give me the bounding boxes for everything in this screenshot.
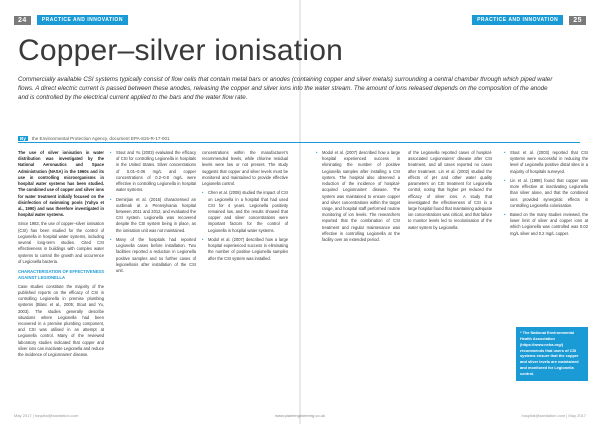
body-paragraph: Case studies constitute the majority of the published reports on the efficacy of CSI in controlling Legionella in premise plumbing systems (Blanc et al., 2005; Stout and Yu, 2003). The studies generally describe situations where Legionella had been recovered in a premise plumbing component, and CSI was utilised in an attempt at Legionella control. Many of the reviewed laboratory studies indicated that copper and silver ions can inactivate Legionella and reduce the incidence of Legionnaires' disease. xyxy=(18,283,104,358)
left-page-header xyxy=(14,14,128,26)
right-page-header xyxy=(472,14,586,26)
bullet-item: • Chen et al. (2008) studied the impact of CSI on Legionella in a hospital that had used CSI for 4 years. Legionella positivity remained low, and the results showed that copper and silver concentrations were important factors for the control of Legionella in hospital water systems. xyxy=(202,190,288,234)
bullet-item: • Modol et al. (2007) described how a large hospital experienced success in eliminating the number of positive Legionella samples after the CSI system was installed. xyxy=(202,237,288,262)
left-footer: May 2017 | hospital@sanitation.com xyxy=(14,413,79,418)
right-footer: hospital@sanitation.com | May 2017 xyxy=(521,413,586,418)
byline xyxy=(18,134,580,143)
body-paragraph: of the Legionella reported cases of hospital-associated Legionnaires' disease after CSI treatment, and all cases reported no cases after treatment. Lin et al. (2002) studied the effects of pH and other water quality parameters on CSI treatment for Legionella control, noting that higher pH reduced the efficacy of silver ions. A study that investigated the effectiveness of CSI in a large hospital found that maintaining adequate ion concentrations was critical, and that failure to monitor levels led to recolonisation of the water system by Legionella. xyxy=(408,150,492,230)
page-number: 24 xyxy=(14,16,31,25)
bullet-item: • Lin et al. (1998) found that copper was more effective at inactivating Legionella than silver alone, and that the combined ions provided synergistic effects in controlling Legionella colonisation. xyxy=(504,178,588,209)
section-subhead: CHARACTERISATION OF EFFECTIVENESS AGAINST LEGIONELLA xyxy=(18,268,104,281)
section-label: PRACTICE AND INNOVATION xyxy=(472,15,563,25)
byline-tag: By xyxy=(20,135,26,141)
column-5 xyxy=(408,150,492,234)
footer-url: www.plantengineering.co.uk xyxy=(275,413,325,418)
bullet-item: • Stout et al. (2003) reported that CSI systems were successful in reducing the level of Legionella positive distal sites in a majority of hospitals surveyed. xyxy=(504,150,588,175)
article-intro: Commercially available CSI systems typically consist of flow cells that contain metal bars or anodes (containing copper and silver metals) surrounding a central chamber through which piped water flows. A direct electric current is passed between these anodes, releasing the copper and silver ions into the water stream. The amount of ions released depends on the composition of the anode and is controlled by the electrical current applied to the bars and the water flow rate. xyxy=(18,76,553,101)
body-paragraph: Since 1983, the use of copper–silver ionisation (CSI) has been studied for the control of Legionella in hospital water systems, including several long-term studies. Cited CSI effectiveness in buildings with complex water systems to control the growth and occurrence of Legionella bacteria. xyxy=(18,221,104,264)
byline-text: the Environmental Protection Agency, document EPA-815-R-17-001 xyxy=(31,135,170,141)
article-title: Copper–silver ionisation xyxy=(18,34,343,67)
bullet-item: • Many of the hospitals had reported Legionella cases before installation. Two facilities reported a reduction in Legionella positive samples and no further cases of legionellosis after installation of the CSI unit. xyxy=(110,237,196,274)
lede-paragraph: The use of silver ionisation in water distribution was investigated by the National Aeronautics and Space Administration (NASA) in the 1960s and its use in controlling microorganisms in hospital water systems has been studied. The combined use of copper and silver ions for water treatment initially focused on the disinfection of swimming pools (Yahya et al., 1990) and was therefore investigated in hospital water systems. xyxy=(18,150,104,218)
column-3 xyxy=(202,150,288,265)
bullet-item: • Demirjian et al. (2015) characterised an outbreak at a Pennsylvania hospital between 2011 and 2012, and evaluated the CSI system. Legionella was recovered despite the CSI system being in place, as the ionisation unit was not maintained. xyxy=(110,197,196,234)
section-label: PRACTICE AND INNOVATION xyxy=(37,15,128,25)
page-number: 25 xyxy=(569,16,586,25)
column-1 xyxy=(18,150,104,361)
bullet-item: • Based on the many studies reviewed, the lower limit of silver and copper ions at which Legionella was controlled was 0.02 mg/L silver and 0.2 mg/L copper. xyxy=(504,212,588,237)
bullet-item: • Modol et al. (2007) described how a large hospital experienced success in eliminating the number of positive Legionella samples after installing a CSI system. The hospital also observed a reduction of the incidence of hospital-acquired Legionnaires' disease. The system was maintained to ensure copper and silver concentrations within the target range, and hospital staff performed routine monitoring of ion levels. The researchers reported that the combination of CSI treatment and regular maintenance was effective in controlling Legionella at the facility over an extended period. xyxy=(316,150,400,243)
column-2 xyxy=(110,150,196,277)
column-6 xyxy=(504,150,588,240)
bullet-item: • Stout and Yu (2003) evaluated the efficacy of CSI for controlling Legionella in hospitals in the United States. Silver concentrations of 0.01–0.06 mg/L and copper concentrations of 0.2–0.8 mg/L were effective in controlling Legionella in hospital water systems. xyxy=(110,150,196,194)
body-paragraph: concentrations within the manufacturer's recommended levels, while chlorine residual levels were low or not present. The study suggests that copper and silver levels must be monitored and maintained to provide effective Legionella control. xyxy=(202,150,288,187)
column-4 xyxy=(316,150,400,246)
callout-box: * The National Environmental Health Association (https://www.neha.org/) recommends that users of CSI systems ensure that the copper and silver levels are maintained and monitored for Legionella control. xyxy=(516,327,588,381)
